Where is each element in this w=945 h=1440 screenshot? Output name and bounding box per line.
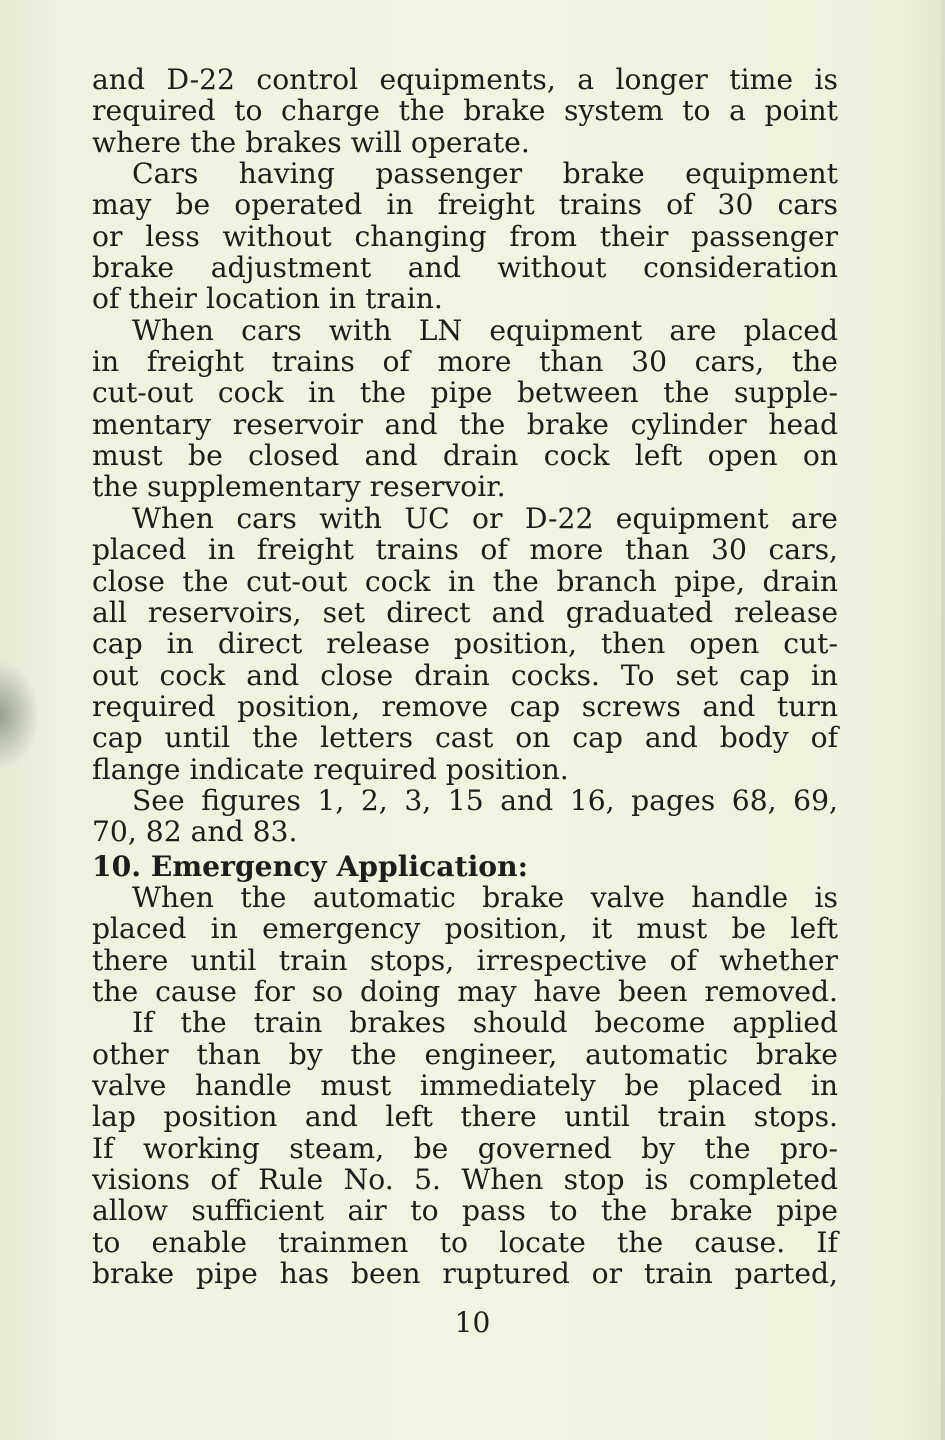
text-line: other than by the engineer, automatic brake: [92, 1037, 838, 1071]
text-line: to enable trainmen to locate the cause. If: [92, 1225, 838, 1259]
text-line: the supplementary reservoir.: [92, 470, 506, 504]
text-line: in freight trains of more than 30 cars, the: [92, 345, 838, 379]
body-text: [92, 64, 838, 1289]
text-line: brake adjustment and without consideration: [92, 251, 838, 285]
text-line: If the train brakes should become applied: [132, 1006, 838, 1040]
text-line: close the cut-out cock in the branch pipe, drain: [92, 564, 838, 598]
text-line: all reservoirs, set direct and graduated release: [92, 595, 838, 629]
text-line: When cars with LN equipment are placed: [132, 313, 838, 347]
text-line: may be operated in freight trains of 30 cars: [92, 188, 838, 222]
text-line: See figures 1, 2, 3, 15 and 16, pages 68, 69,: [132, 783, 838, 817]
page-edge: [941, 0, 945, 1440]
text-line: and D-22 control equipments, a longer time is: [92, 63, 838, 96]
text-line: mentary reservoir and the brake cylinder head: [92, 407, 838, 441]
text-line: If working steam, be governed by the pro-: [92, 1131, 838, 1165]
text-line: there until train stops, irrespective of whether: [92, 943, 838, 977]
text-line: must be closed and drain cock left open on: [92, 439, 838, 473]
section-heading: 10. Emergency Application:: [92, 849, 528, 883]
text-line: required position, remove cap screws and turn: [92, 689, 838, 723]
text-line: lap position and left there until train stops.: [92, 1100, 838, 1134]
text-line: flange indicate required position.: [92, 752, 569, 786]
text-line: placed in freight trains of more than 30 cars,: [92, 533, 838, 567]
text-line: the cause for so doing may have been removed.: [92, 974, 838, 1008]
text-line: visions of Rule No. 5. When stop is completed: [92, 1163, 838, 1197]
text-line: cap until the letters cast on cap and body of: [92, 721, 838, 755]
scan-shadow: [0, 660, 40, 770]
text-line: where the brakes will operate.: [92, 125, 530, 159]
text-line: valve handle must immediately be placed in: [92, 1069, 838, 1102]
text-line: 70, 82 and 83.: [92, 815, 298, 849]
text-line: required to charge the brake system to a point: [92, 94, 838, 128]
page-number: 10: [454, 1306, 491, 1339]
text-line: out cock and close drain cocks. To set cap in: [92, 658, 838, 692]
text-line: allow sufficient air to pass to the brake pipe: [92, 1194, 838, 1228]
text-line: placed in emergency position, it must be left: [92, 912, 838, 946]
text-line: cut-out cock in the pipe between the supple-: [92, 376, 838, 410]
text-line: or less without changing from their passenger: [92, 219, 838, 253]
text-line: brake pipe has been ruptured or train parted,: [92, 1257, 838, 1291]
text-line: When the automatic brake valve handle is: [132, 880, 838, 914]
text-line: When cars with UC or D-22 equipment are: [132, 501, 838, 535]
text-line: Cars having passenger brake equipment: [132, 157, 838, 191]
text-line: of their location in train.: [92, 282, 443, 316]
text-line: cap in direct release position, then open cut-: [92, 627, 838, 661]
